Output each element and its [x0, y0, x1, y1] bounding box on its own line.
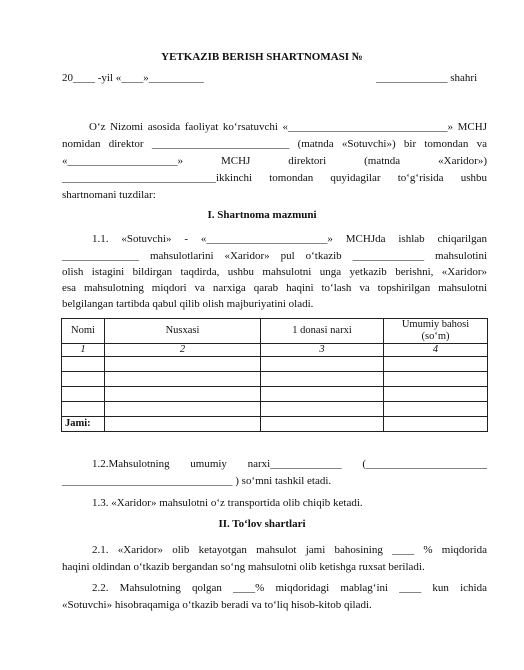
col-header-copies: Nusxasi [105, 319, 261, 344]
table-row [62, 387, 488, 402]
col-header-unit-price: 1 donasi narxi [261, 319, 384, 344]
table-cell[interactable] [62, 387, 105, 402]
table-cell[interactable] [105, 357, 261, 372]
clause-1-1-line-4: esa mahsulotning miqdori va narxiga qarab haqini to‘lash va topshirilgan mahsulotni [62, 282, 487, 294]
clause-1-1-line-3: olish istagini bildirgan taqdirda, ushbu mahsulotni unga yetkazib berishni, «Xaridor» [62, 266, 487, 278]
clause-2-1-line-2: haqini oldindan o‘tkazib bergandan so‘ng mahsulotni olib ketishga ruxsat beriladi. [62, 561, 425, 573]
table-cell[interactable] [384, 402, 488, 417]
table-header-row [62, 319, 488, 344]
intro-line-5: shartnomani tuzdilar: [62, 189, 156, 201]
table-cell[interactable] [384, 357, 488, 372]
table-cell[interactable] [62, 372, 105, 387]
clause-1-2-line-2: _______________________________ ) so‘mni tashkil etadi. [62, 475, 332, 487]
col-header-name: Nomi [62, 319, 105, 344]
col-header-total-price: Umumiy bahosi (so‘m) [384, 319, 488, 344]
table-total-row [62, 417, 488, 432]
table-cell[interactable] [261, 387, 384, 402]
intro-line-4: ____________________________ikkinchi tomondan quyidagilar to‘g‘risida ushbu [62, 172, 487, 184]
col-number-1: 1 [62, 344, 105, 357]
clause-1-2-line-1: 1.2.Mahsulotning umumiy narxi_____________ (______________________ [92, 458, 487, 470]
table-row [62, 357, 488, 372]
table-cell[interactable] [384, 372, 488, 387]
table-cell[interactable] [62, 402, 105, 417]
intro-line-3: «____________________» MCHJ direktori (matnda «Xaridor») [62, 155, 487, 167]
col-number-3: 3 [261, 344, 384, 357]
intro-line-2: nomidan direktor _________________________ (matnda «Sotuvchi») bir tomondan va [62, 138, 487, 150]
table-number-row [62, 344, 488, 357]
table-row [62, 372, 488, 387]
clause-2-1-line-1: 2.1. «Xaridor» olib ketayotgan mahsulot jami bahosining ____ % miqdorida [92, 544, 487, 556]
table-cell[interactable] [261, 402, 384, 417]
clause-1-1-line-2: ______________ mahsulotlarini «Xaridor» pul o‘tkazib _____________ mahsulotini [62, 250, 487, 262]
clause-1-1-line-5: belgilangan tartibda qabul qilib olish majburiyatini oladi. [62, 298, 314, 310]
clause-1-3: 1.3. «Xaridor» mahsulotni o‘z transportida olib chiqib ketadi. [92, 497, 363, 509]
section-2-heading: II. To‘lov shartlari [218, 518, 306, 530]
table-cell[interactable] [105, 417, 261, 432]
table-cell[interactable] [105, 387, 261, 402]
total-label: Jami: [62, 417, 105, 432]
table-cell[interactable] [105, 402, 261, 417]
goods-table [61, 318, 488, 432]
document-title: YETKAZIB BERISH SHARTNOMASI № [161, 51, 363, 63]
table-cell[interactable] [261, 417, 384, 432]
col-number-4: 4 [384, 344, 488, 357]
table-cell[interactable] [261, 357, 384, 372]
clause-1-1-line-1: 1.1. «Sotuvchi» - «______________________» MCHJda ishlab chiqarilgan [92, 233, 487, 245]
section-1-heading: I. Shartnoma mazmuni [207, 209, 317, 221]
table-cell[interactable] [261, 372, 384, 387]
total-value-cell[interactable] [384, 417, 488, 432]
clause-2-2-line-1: 2.2. Mahsulotning qolgan ____% miqdoridagi mablag‘ini ____ kun ichida [92, 582, 487, 594]
date-line: 20____ -yil «____»__________ [62, 72, 204, 84]
table-cell[interactable] [62, 357, 105, 372]
table-cell[interactable] [384, 387, 488, 402]
table-row [62, 402, 488, 417]
clause-2-2-line-2: «Sotuvchi» hisobraqamiga o‘tkazib beradi va to‘liq hisob-kitob qiladi. [62, 599, 372, 611]
intro-line-1: O‘z Nizomi asosida faoliyat ko‘rsatuvchi «_____________________________» MCHJ [89, 121, 487, 133]
col-number-2: 2 [105, 344, 261, 357]
table-cell[interactable] [105, 372, 261, 387]
city-line: _____________ shahri [376, 72, 478, 84]
